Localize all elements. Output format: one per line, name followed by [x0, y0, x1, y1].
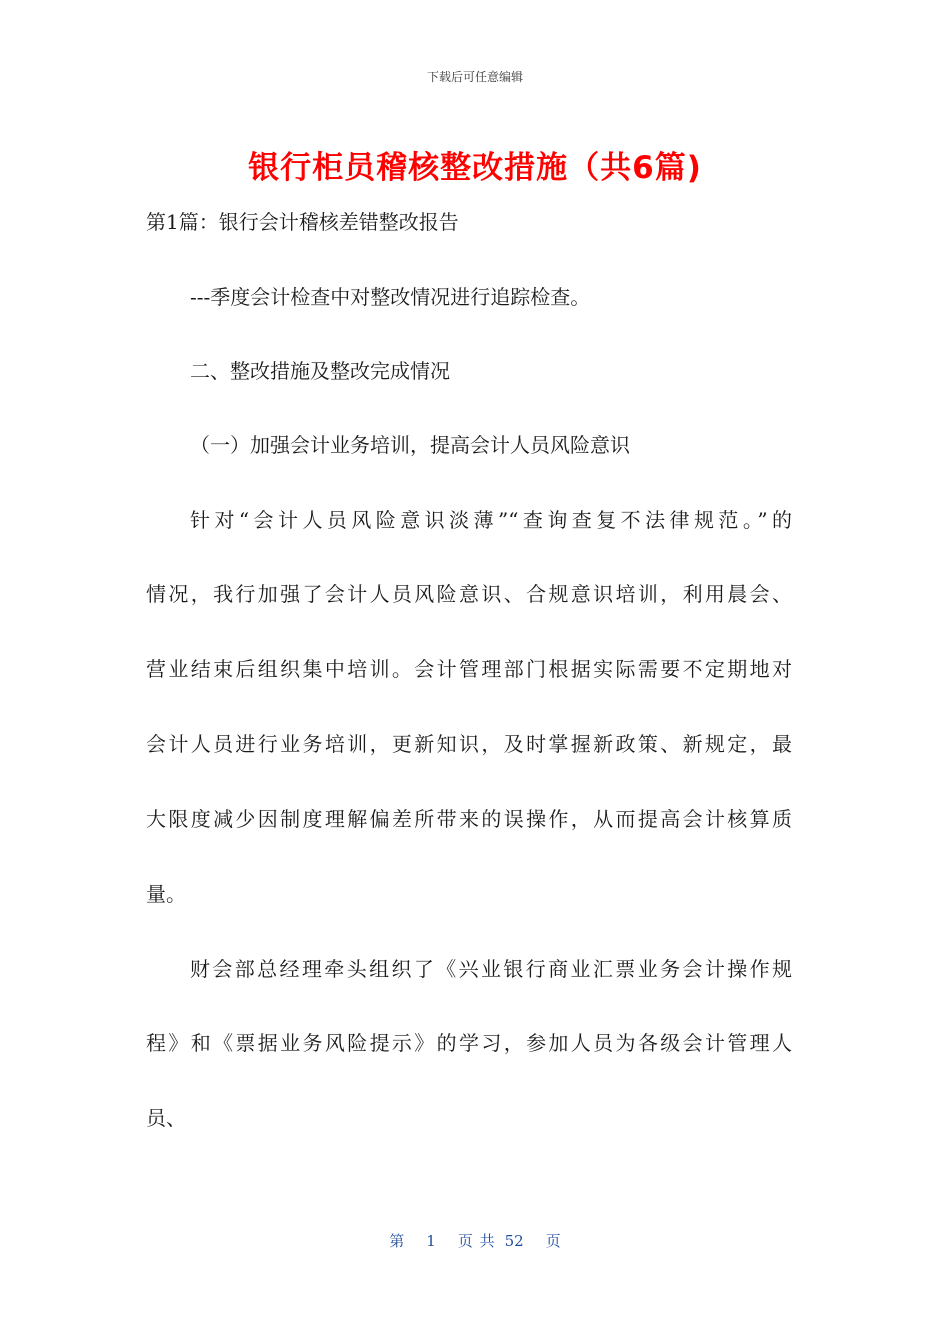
- section-heading: 第1篇：银行会计稽核差错整改报告: [146, 210, 459, 234]
- paragraph-line: 情况，我行加强了会计人员风险意识、合规意识培训，利用晨会、: [146, 582, 792, 606]
- paragraph-line: 量。: [146, 882, 186, 906]
- paragraph-line: 会计人员进行业务培训，更新知识，及时掌握新政策、新规定，最: [146, 732, 792, 756]
- page-label-prefix: 第: [389, 1232, 405, 1250]
- paragraph-line: 员、: [146, 1106, 186, 1130]
- paragraph-line: 大限度减少因制度理解偏差所带来的误操作，从而提高会计核算质: [146, 807, 792, 831]
- page-label-suffix: 页: [545, 1232, 561, 1250]
- subsection-heading: 二、整改措施及整改完成情况: [190, 359, 450, 383]
- paragraph-line: 营业结束后组织集中培训。会计管理部门根据实际需要不定期地对: [146, 657, 792, 681]
- paragraph-line: 针对“会计人员风险意识淡薄”“查询查复不法律规范。”的: [190, 508, 792, 532]
- total-pages: 52: [504, 1232, 524, 1250]
- page-number: 1: [426, 1232, 436, 1250]
- subsection-heading: （一）加强会计业务培训，提高会计人员风险意识: [190, 433, 630, 457]
- page-footer: [0, 1230, 950, 1251]
- paragraph-line: 财会部总经理牵头组织了《兴业银行商业汇票业务会计操作规: [190, 957, 792, 981]
- paragraph-line: ---季度会计检查中对整改情况进行追踪检查。: [190, 285, 591, 309]
- document-title: 银行柜员稽核整改措施（共6篇): [248, 150, 702, 186]
- page-header-note: 下载后可任意编辑: [426, 70, 523, 84]
- page-label-mid: 页 共: [457, 1232, 495, 1250]
- paragraph-line: 程》和《票据业务风险提示》的学习，参加人员为各级会计管理人: [146, 1031, 792, 1055]
